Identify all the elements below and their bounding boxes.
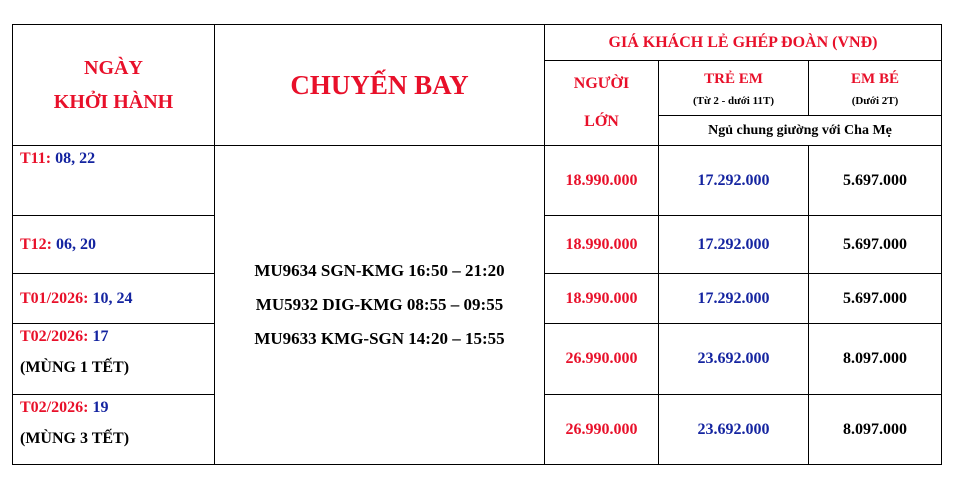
departure-date-cell [13, 146, 215, 216]
flight-schedule-cell [215, 146, 545, 465]
infant-price: 5.697.000 [809, 274, 942, 324]
departure-date-cell [13, 324, 215, 395]
departure-month: T12: [20, 235, 52, 253]
departure-days: 08, 22 [51, 150, 96, 167]
adult-price: 18.990.000 [545, 146, 659, 216]
adult-price: 26.990.000 [545, 324, 659, 395]
flight-line: MU9633 KMG-SGN 14:20 – 15:55 [254, 329, 505, 348]
holiday-note: (MÙNG 3 TẾT) [20, 430, 130, 447]
header-price-group: GIÁ KHÁCH LẺ GHÉP ĐOÀN (VNĐ) [545, 25, 942, 61]
header-adult-line2: LỚN [584, 113, 619, 130]
header-share-bed: Ngủ chung giường với Cha Mẹ [659, 116, 942, 146]
header-date-line1: NGÀY [84, 57, 143, 79]
child-price: 17.292.000 [659, 274, 809, 324]
flight-line: MU9634 SGN-KMG 16:50 – 21:20 [254, 261, 505, 280]
departure-month: T11: [20, 150, 52, 167]
header-infant-label: EM BÉ [851, 70, 899, 87]
child-price: 17.292.000 [659, 146, 809, 216]
departure-days: 06, 20 [52, 235, 96, 253]
infant-price: 8.097.000 [809, 324, 942, 395]
header-departure-date [13, 25, 215, 146]
departure-month: T02/2026: [20, 328, 89, 345]
header-adult [545, 61, 659, 146]
departure-month: T02/2026: [20, 399, 89, 416]
table-row [13, 146, 942, 216]
infant-price: 8.097.000 [809, 395, 942, 465]
departure-date-cell [13, 216, 215, 274]
departure-date-cell [13, 274, 215, 324]
departure-days: 17 [88, 328, 109, 345]
header-date-line2: KHỞI HÀNH [53, 91, 174, 113]
infant-price: 5.697.000 [809, 146, 942, 216]
departure-date-cell [13, 395, 215, 465]
departure-days: 19 [88, 399, 109, 416]
infant-price: 5.697.000 [809, 216, 942, 274]
header-child-label: TRẺ EM [704, 70, 763, 87]
header-child [659, 61, 809, 116]
child-price: 23.692.000 [659, 395, 809, 465]
flight-line: MU5932 DIG-KMG 08:55 – 09:55 [255, 295, 504, 314]
adult-price: 18.990.000 [545, 216, 659, 274]
adult-price: 26.990.000 [545, 395, 659, 465]
header-infant [809, 61, 942, 116]
header-flight: CHUYẾN BAY [215, 25, 545, 146]
header-child-age: (Từ 2 - dưới 11T) [692, 94, 775, 107]
header-infant-age: (Dưới 2T) [851, 94, 899, 107]
adult-price: 18.990.000 [545, 274, 659, 324]
child-price: 17.292.000 [659, 216, 809, 274]
departure-days: 10, 24 [88, 289, 133, 307]
child-price: 23.692.000 [659, 324, 809, 395]
header-adult-line1: NGƯỜI [573, 75, 630, 92]
tour-price-table [12, 24, 942, 465]
departure-month: T01/2026: [20, 289, 89, 307]
holiday-note: (MÙNG 1 TẾT) [20, 359, 130, 376]
